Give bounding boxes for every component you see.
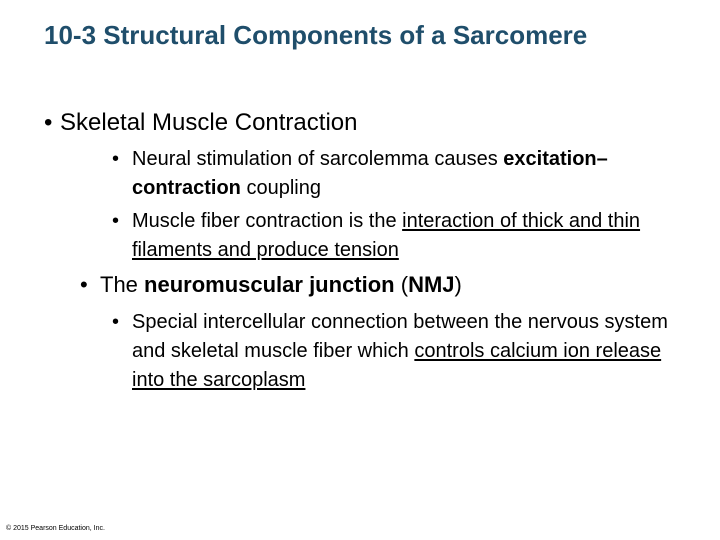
- bullet-marker: •: [80, 272, 88, 297]
- bold-term: excitation–contraction: [132, 148, 608, 199]
- bullet-marker: •: [112, 148, 120, 170]
- sub-bullet-text: [132, 145, 672, 203]
- sub-bullet-text: [132, 207, 672, 265]
- text-run: The: [100, 272, 145, 297]
- sub-bullet-neural-stimulation: [112, 145, 672, 203]
- bullet-marker: •: [44, 109, 53, 136]
- text-run: Neural stimulation of sarcolemma causes: [132, 148, 504, 170]
- text-run: coupling: [240, 177, 321, 199]
- text-run: Special intercellular connection between the nervous system and skeletal muscle fiber which: [132, 311, 668, 362]
- bullet-marker: •: [112, 311, 120, 333]
- text-run: Muscle fiber contraction is the: [132, 210, 403, 232]
- bullet-text: [100, 272, 462, 297]
- text-run: (: [394, 272, 409, 297]
- bold-term: NMJ: [408, 272, 455, 297]
- slide-title: 10-3 Structural Components of a Sarcomere: [44, 20, 588, 50]
- sub-bullet-special-connection: [112, 308, 672, 395]
- sub-bullet-text: [132, 308, 672, 395]
- sub-bullet-muscle-fiber-contraction: [112, 207, 672, 265]
- bullet-marker: •: [112, 210, 120, 232]
- bold-term: neuromuscular junction: [144, 272, 395, 297]
- underlined-text: interaction of thick and thin filaments and produce tension: [132, 210, 641, 261]
- underlined-text: controls calcium ion release into the sarcoplasm: [132, 340, 662, 391]
- bullet-skeletal-muscle-contraction: [44, 108, 357, 138]
- text-run: ): [454, 272, 462, 297]
- bullet-neuromuscular-junction: [80, 270, 462, 300]
- bullet-text: Skeletal Muscle Contraction: [60, 109, 358, 136]
- copyright-footer: © 2015 Pearson Education, Inc.: [6, 525, 105, 532]
